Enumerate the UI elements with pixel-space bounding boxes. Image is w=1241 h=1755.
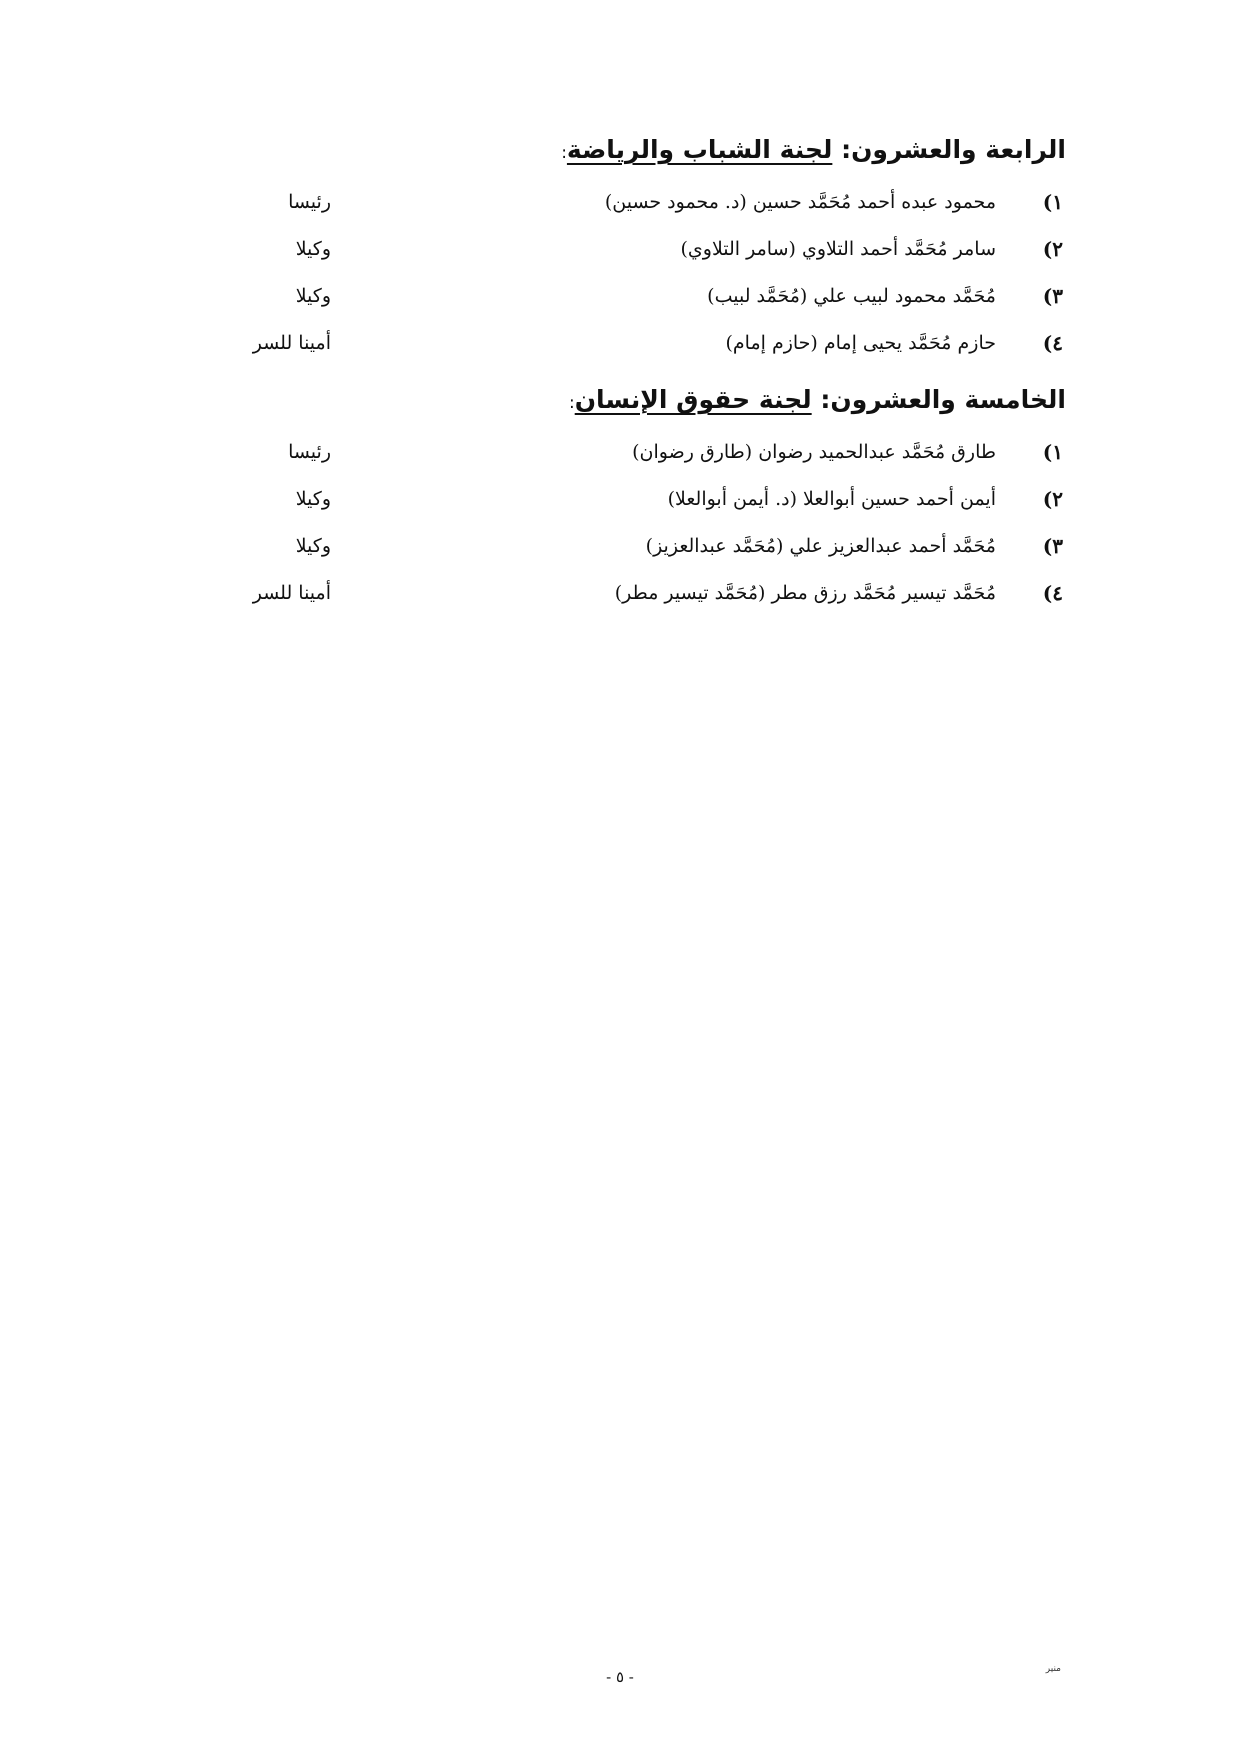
member-name: مُحَمَّد أحمد عبدالعزيز علي (مُحَمَّد عبدالعزيز): [645, 535, 996, 557]
section-heading: [166, 132, 1066, 171]
heading-colon: :: [561, 143, 567, 163]
member-number: ٣): [1042, 284, 1063, 308]
footer-tag: منير: [1045, 1664, 1061, 1674]
committee-name: لجنة الشباب والرياضة: [566, 135, 833, 164]
member-row: [0, 573, 1241, 613]
section-ordinal: الرابعة والعشرون:: [841, 135, 1066, 164]
member-name: حازم مُحَمَّد يحيى إمام (حازم إمام): [725, 332, 996, 354]
member-name: سامر مُحَمَّد أحمد التلاوي (سامر التلاوي): [680, 238, 996, 260]
member-number: ٤): [1042, 581, 1063, 605]
member-number: ١): [1042, 190, 1063, 214]
member-number: ٣): [1042, 534, 1063, 558]
member-row: [0, 432, 1241, 472]
member-role: أمينا للسر: [252, 582, 331, 604]
member-name: مُحَمَّد تيسير مُحَمَّد رزق مطر (مُحَمَّد تيسير مطر): [614, 582, 996, 604]
member-name: طارق مُحَمَّد عبدالحميد رضوان (طارق رضوان): [632, 441, 996, 463]
member-role: أمينا للسر: [252, 332, 331, 354]
member-name: أيمن أحمد حسين أبوالعلا (د. أيمن أبوالعلا): [667, 488, 996, 510]
member-row: [0, 323, 1241, 363]
member-role: وكيلا: [295, 285, 331, 307]
member-number: ٢): [1042, 487, 1063, 511]
member-row: [0, 276, 1241, 316]
member-row: [0, 526, 1241, 566]
member-row: [0, 479, 1241, 519]
member-role: رئيسا: [288, 191, 331, 213]
committee-name: لجنة حقوق الإنسان: [574, 385, 812, 414]
member-name: مُحَمَّد محمود لبيب علي (مُحَمَّد لبيب): [707, 285, 996, 307]
member-role: رئيسا: [288, 441, 331, 463]
section-ordinal: الخامسة والعشرون:: [820, 385, 1066, 414]
member-role: وكيلا: [295, 488, 331, 510]
member-number: ٢): [1042, 237, 1063, 261]
member-row: [0, 229, 1241, 269]
member-number: ١): [1042, 440, 1063, 464]
member-role: وكيلا: [295, 535, 331, 557]
member-role: وكيلا: [295, 238, 331, 260]
member-name: محمود عبده أحمد مُحَمَّد حسين (د. محمود حسين): [604, 191, 996, 213]
section-heading: [166, 382, 1066, 421]
page-number: - ٥ -: [606, 1668, 634, 1686]
member-number: ٤): [1042, 331, 1063, 355]
heading-colon: :: [568, 393, 575, 413]
member-row: [0, 182, 1241, 222]
